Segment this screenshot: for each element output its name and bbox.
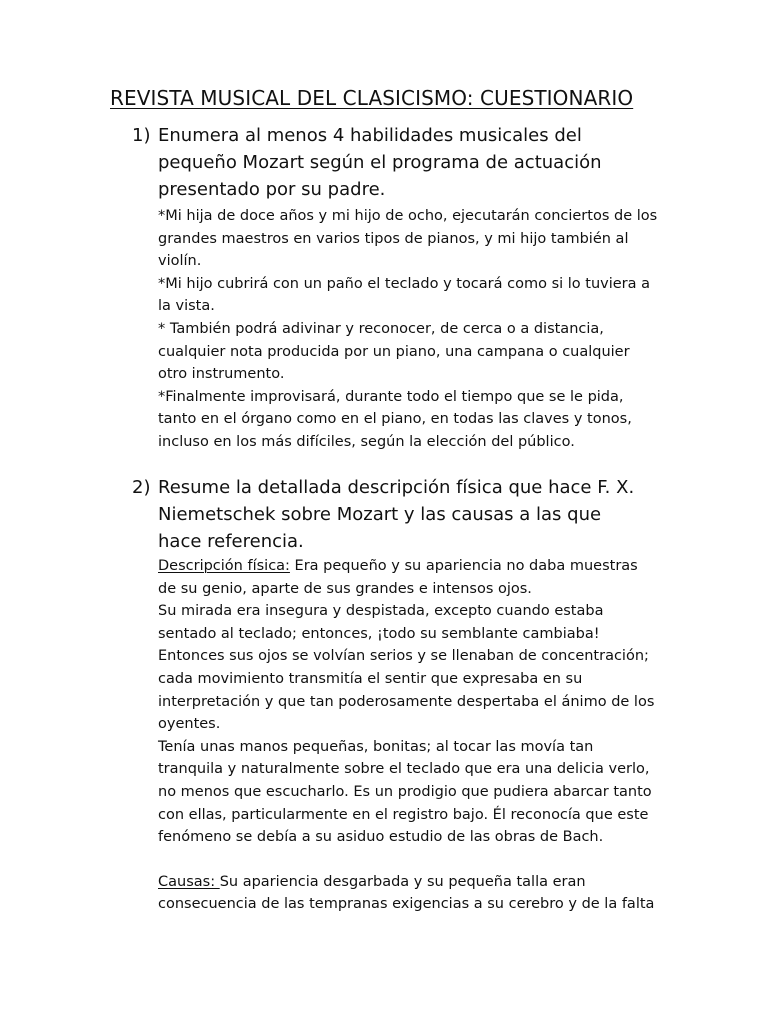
answer-item: *Mi hija de doce años y mi hijo de ocho, ejecutarán conciertos de los grandes maestros en varios tipos de pianos, y mi hijo también al violín.	[158, 208, 658, 270]
question-1	[132, 122, 672, 454]
question-text: Enumera al menos 4 habilidades musicales del pequeño Mozart según el programa de actuación presentado por su padre.	[158, 125, 602, 200]
answer-body	[158, 555, 660, 916]
question-number: 1)	[132, 125, 151, 146]
causes-paragraph	[158, 871, 660, 916]
document-title: REVISTA MUSICAL DEL CLASICISMO: CUESTIONARIO	[110, 86, 634, 110]
description-paragraph: Tenía unas manos pequeñas, bonitas; al tocar las movía tan tranquila y naturalmente sobre el teclado que era una delicia verlo, no menos que escucharlo. Es un prodigio que pudiera abarcar tanto con ellas, particularmente en el registro bajo. Él reconocía que este fenómeno se debía a su asiduo estudio de las obras de Bach.	[158, 738, 652, 846]
answer-item: * También podrá adivinar y reconocer, de cerca o a distancia, cualquier nota producida por un piano, una campana o cualquier otro instrumento.	[158, 320, 630, 383]
description-text: Era pequeño y su apariencia no daba muestras de su genio, aparte de sus grandes e intensos ojos.	[158, 558, 638, 597]
answer-list	[158, 205, 660, 454]
question-2	[132, 474, 672, 916]
description-paragraph	[158, 555, 660, 600]
question-number: 2)	[132, 477, 151, 498]
causes-text: Su apariencia desgarbada y su pequeña talla eran consecuencia de las tempranas exigencias a su cerebro y de la falta	[158, 873, 655, 913]
paragraph-gap	[158, 849, 660, 871]
description-label: Descripción física:	[158, 558, 290, 574]
causes-label: Causas:	[158, 873, 220, 890]
answer-item: *Finalmente improvisará, durante todo el tiempo que se le pida, tanto en el órgano como en el piano, en todas las claves y tonos, incluso en los más difíciles, según la elección del público.	[158, 388, 632, 450]
question-text: Resume la detallada descripción física que hace F. X. Niemetschek sobre Mozart y las causas a las que hace referencia.	[158, 477, 635, 552]
description-paragraph: Su mirada era insegura y despistada, excepto cuando estaba sentado al teclado; entonces, ¡todo su semblante cambiaba! Entonces sus ojos se volvían serios y se llenaban de concentración; cada movimiento transmitía el sentir que expresaba en su interpretación y que tan poderosamente despertaba el ánimo de los oyentes.	[158, 603, 655, 733]
answer-item: *Mi hijo cubrirá con un paño el teclado y tocará como si lo tuviera a la vista.	[158, 275, 651, 315]
